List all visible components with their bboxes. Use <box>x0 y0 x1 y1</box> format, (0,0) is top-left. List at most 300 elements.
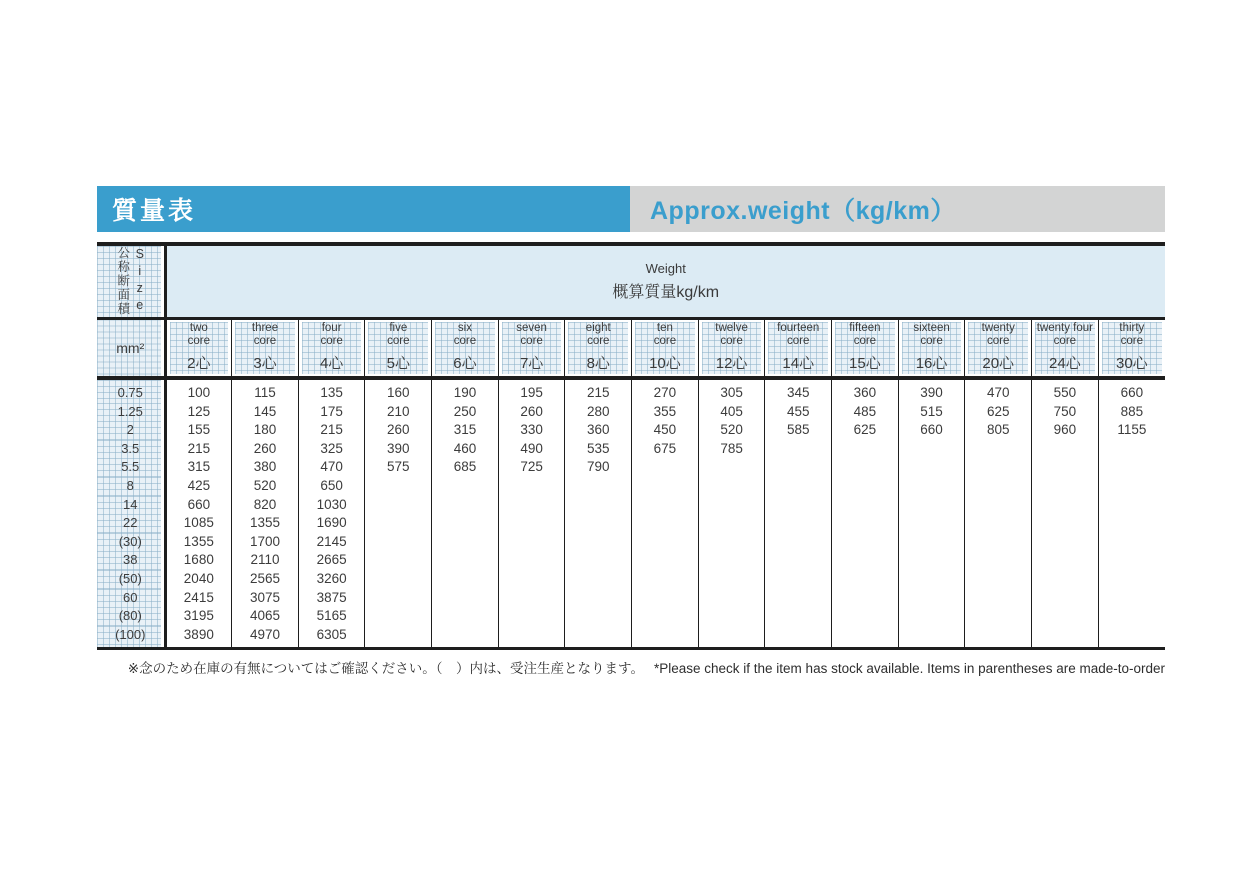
weight-value <box>965 551 1032 570</box>
column-header-10 <box>765 318 832 378</box>
weight-value: 520 <box>698 421 765 440</box>
weight-value <box>832 570 899 589</box>
title-en: Approx.weight（kg/km） <box>630 186 1165 232</box>
footnote-en: *Please check if the item has stock available. Items in parentheses are made-to-order <box>653 661 1165 676</box>
weight-value <box>765 607 832 626</box>
weight-value: 345 <box>765 378 832 403</box>
weight-value <box>832 514 899 533</box>
column-header-14 <box>1032 318 1099 378</box>
weight-value <box>432 626 499 649</box>
weight-value: 250 <box>432 403 499 422</box>
weight-value: 360 <box>832 378 899 403</box>
column-header-box <box>170 322 229 375</box>
column-header-en: sixteen core <box>913 322 950 348</box>
row-label: 3.5 <box>97 440 165 459</box>
weight-value <box>632 551 699 570</box>
weight-value: 215 <box>165 440 232 459</box>
column-header-3 <box>298 318 365 378</box>
weight-value: 215 <box>565 378 632 403</box>
weight-value <box>765 551 832 570</box>
table-row <box>97 440 1165 459</box>
weight-value: 625 <box>965 403 1032 422</box>
weight-value <box>965 570 1032 589</box>
weight-value <box>965 514 1032 533</box>
weight-value <box>898 570 965 589</box>
weight-value <box>1032 626 1099 649</box>
weight-title-jp: 概算質量kg/km <box>612 283 720 301</box>
weight-value <box>965 496 1032 515</box>
weight-value <box>698 458 765 477</box>
weight-value <box>565 514 632 533</box>
weight-value <box>632 458 699 477</box>
column-header-1 <box>165 318 232 378</box>
table-row <box>97 378 1165 403</box>
weight-table-wrap <box>97 242 1165 650</box>
weight-value: 6305 <box>298 626 365 649</box>
row-label: 2 <box>97 421 165 440</box>
weight-value: 2110 <box>232 551 299 570</box>
column-header-en: three core <box>251 322 279 348</box>
weight-value: 550 <box>1032 378 1099 403</box>
weight-value <box>765 440 832 459</box>
weight-value <box>432 570 499 589</box>
weight-value: 575 <box>365 458 432 477</box>
weight-value <box>1032 551 1099 570</box>
weight-value: 1355 <box>232 514 299 533</box>
footnote <box>97 657 1165 677</box>
weight-value <box>898 626 965 649</box>
weight-value <box>365 589 432 608</box>
row-label: 0.75 <box>97 378 165 403</box>
weight-value <box>832 589 899 608</box>
weight-value <box>1032 589 1099 608</box>
row-label: 60 <box>97 589 165 608</box>
row-label: (30) <box>97 533 165 552</box>
weight-value: 490 <box>498 440 565 459</box>
weight-value <box>898 607 965 626</box>
weight-value <box>365 533 432 552</box>
weight-value <box>898 533 965 552</box>
weight-value <box>498 607 565 626</box>
weight-value <box>1098 533 1165 552</box>
column-header-en: twenty four core <box>1036 322 1093 348</box>
weight-value: 790 <box>565 458 632 477</box>
weight-value <box>832 458 899 477</box>
weight-value <box>632 533 699 552</box>
weight-value <box>965 607 1032 626</box>
column-header-en: six core <box>453 322 477 348</box>
weight-value <box>698 626 765 649</box>
weight-value: 390 <box>365 440 432 459</box>
weight-value <box>765 496 832 515</box>
weight-value: 785 <box>698 440 765 459</box>
weight-value: 725 <box>498 458 565 477</box>
table-row <box>97 403 1165 422</box>
column-header-box <box>768 322 828 375</box>
weight-value <box>565 551 632 570</box>
weight-value <box>565 626 632 649</box>
column-header-jp: 5心 <box>386 355 410 373</box>
column-header-13 <box>965 318 1032 378</box>
weight-value <box>765 570 832 589</box>
weight-value: 3260 <box>298 570 365 589</box>
weight-value <box>898 589 965 608</box>
column-header-12 <box>898 318 965 378</box>
column-header-en: seven core <box>516 322 547 348</box>
weight-value: 160 <box>365 378 432 403</box>
weight-value <box>965 533 1032 552</box>
column-header-box <box>835 322 895 375</box>
weight-value: 675 <box>632 440 699 459</box>
weight-value: 4970 <box>232 626 299 649</box>
column-header-box <box>702 322 762 375</box>
weight-value <box>832 626 899 649</box>
weight-value: 215 <box>298 421 365 440</box>
column-header-box <box>368 322 428 375</box>
weight-value: 5165 <box>298 607 365 626</box>
column-header-en: twelve core <box>715 322 748 348</box>
weight-value <box>1098 607 1165 626</box>
column-header-box <box>635 322 695 375</box>
column-header-box <box>1035 322 1095 375</box>
weight-value <box>498 551 565 570</box>
column-header-box <box>902 322 962 375</box>
weight-value <box>832 477 899 496</box>
weight-value: 660 <box>1098 378 1165 403</box>
size-header-box <box>97 246 164 317</box>
row-label: (80) <box>97 607 165 626</box>
weight-value: 1030 <box>298 496 365 515</box>
size-header-cell <box>97 244 165 318</box>
weight-value <box>1098 440 1165 459</box>
weight-value: 1085 <box>165 514 232 533</box>
weight-value: 3075 <box>232 589 299 608</box>
weight-value: 2145 <box>298 533 365 552</box>
weight-value: 405 <box>698 403 765 422</box>
weight-value <box>832 607 899 626</box>
weight-value: 270 <box>632 378 699 403</box>
table-row <box>97 607 1165 626</box>
weight-value <box>765 626 832 649</box>
weight-value <box>565 589 632 608</box>
weight-value <box>565 477 632 496</box>
weight-value <box>365 496 432 515</box>
weight-value <box>898 440 965 459</box>
weight-value <box>565 570 632 589</box>
size-header-jp: 公称断面積 <box>115 246 130 317</box>
column-header-en: four core <box>320 322 343 348</box>
table-row <box>97 533 1165 552</box>
weight-value <box>498 496 565 515</box>
weight-value: 450 <box>632 421 699 440</box>
weight-value: 100 <box>165 378 232 403</box>
column-header-jp: 10心 <box>649 355 681 373</box>
weight-value: 4065 <box>232 607 299 626</box>
weight-value <box>965 626 1032 649</box>
column-header-jp: 30心 <box>1116 355 1148 373</box>
footnote-jp: ※念のため在庫の有無についてはご確認ください。（ ）内は、受注生産となります。 <box>127 661 644 676</box>
weight-value <box>498 533 565 552</box>
weight-value <box>965 440 1032 459</box>
column-header-box <box>568 322 628 375</box>
weight-value: 190 <box>432 378 499 403</box>
weight-value <box>365 570 432 589</box>
weight-value: 960 <box>1032 421 1099 440</box>
weight-value: 750 <box>1032 403 1099 422</box>
weight-value: 3890 <box>165 626 232 649</box>
row-label: 22 <box>97 514 165 533</box>
size-unit-cell: mm² <box>97 318 165 378</box>
weight-value: 425 <box>165 477 232 496</box>
column-header-box <box>235 322 295 375</box>
column-header-en: ten core <box>653 322 677 348</box>
row-label: (50) <box>97 570 165 589</box>
weight-value: 2565 <box>232 570 299 589</box>
weight-value <box>432 551 499 570</box>
weight-value <box>965 458 1032 477</box>
column-header-box <box>968 322 1028 375</box>
weight-value: 1155 <box>1098 421 1165 440</box>
weight-value <box>698 589 765 608</box>
weight-value <box>498 626 565 649</box>
weight-value <box>1098 477 1165 496</box>
weight-value: 1680 <box>165 551 232 570</box>
row-label: 5.5 <box>97 458 165 477</box>
weight-value: 455 <box>765 403 832 422</box>
weight-value <box>765 589 832 608</box>
weight-value: 390 <box>898 378 965 403</box>
weight-value: 660 <box>898 421 965 440</box>
table-head <box>97 244 1165 378</box>
row-label: 14 <box>97 496 165 515</box>
column-header-5 <box>432 318 499 378</box>
weight-value: 805 <box>965 421 1032 440</box>
weight-value <box>765 533 832 552</box>
table-row <box>97 570 1165 589</box>
weight-value <box>765 477 832 496</box>
weight-value <box>565 607 632 626</box>
column-header-4 <box>365 318 432 378</box>
weight-value: 585 <box>765 421 832 440</box>
weight-value <box>698 496 765 515</box>
weight-value <box>1032 514 1099 533</box>
table-row <box>97 477 1165 496</box>
weight-value: 660 <box>165 496 232 515</box>
weight-value: 2040 <box>165 570 232 589</box>
column-header-2 <box>232 318 299 378</box>
weight-value: 195 <box>498 378 565 403</box>
weight-value <box>432 607 499 626</box>
weight-value <box>365 626 432 649</box>
column-header-en: five core <box>387 322 410 348</box>
weight-value <box>898 514 965 533</box>
weight-value <box>832 440 899 459</box>
weight-value: 260 <box>365 421 432 440</box>
row-label: 1.25 <box>97 403 165 422</box>
column-header-box <box>435 322 495 375</box>
weight-value: 625 <box>832 421 899 440</box>
weight-value: 520 <box>232 477 299 496</box>
weight-value: 3195 <box>165 607 232 626</box>
weight-value: 885 <box>1098 403 1165 422</box>
column-header-box <box>502 322 562 375</box>
column-header-11 <box>832 318 899 378</box>
weight-value <box>898 477 965 496</box>
weight-value <box>765 458 832 477</box>
weight-value: 460 <box>432 440 499 459</box>
row-label: 38 <box>97 551 165 570</box>
weight-value: 380 <box>232 458 299 477</box>
weight-value: 470 <box>298 458 365 477</box>
weight-value <box>1098 551 1165 570</box>
weight-value: 485 <box>832 403 899 422</box>
weight-value <box>432 514 499 533</box>
weight-value <box>498 589 565 608</box>
weight-value: 180 <box>232 421 299 440</box>
weight-value <box>1098 589 1165 608</box>
table-row <box>97 551 1165 570</box>
weight-value <box>632 514 699 533</box>
column-header-jp: 12心 <box>715 355 748 373</box>
column-header-jp: 8心 <box>586 355 610 373</box>
weight-value: 305 <box>698 378 765 403</box>
weight-value <box>632 626 699 649</box>
weight-value <box>432 477 499 496</box>
column-header-jp: 14心 <box>782 355 815 373</box>
weight-header-row <box>97 244 1165 318</box>
column-header-jp: 3心 <box>253 355 277 373</box>
weight-table <box>97 242 1165 650</box>
weight-value <box>432 496 499 515</box>
weight-value <box>498 570 565 589</box>
column-header-jp: 15心 <box>849 355 881 373</box>
weight-value: 315 <box>432 421 499 440</box>
column-header-en: two core <box>187 322 211 348</box>
weight-value <box>632 589 699 608</box>
weight-value: 360 <box>565 421 632 440</box>
column-header-en: fourteen core <box>777 322 820 348</box>
weight-value <box>365 551 432 570</box>
weight-value: 260 <box>232 440 299 459</box>
weight-value: 145 <box>232 403 299 422</box>
column-header-en: fifteen core <box>849 322 881 348</box>
column-header-en: thirty core <box>1119 322 1145 348</box>
weight-value <box>1032 440 1099 459</box>
weight-value: 125 <box>165 403 232 422</box>
weight-value <box>1098 570 1165 589</box>
weight-value: 325 <box>298 440 365 459</box>
weight-value: 1355 <box>165 533 232 552</box>
weight-value <box>698 607 765 626</box>
title-jp: 質量表 <box>97 186 630 232</box>
weight-value <box>1032 496 1099 515</box>
weight-value: 155 <box>165 421 232 440</box>
weight-value <box>698 533 765 552</box>
weight-value <box>1098 626 1165 649</box>
weight-value <box>1032 458 1099 477</box>
weight-value <box>432 533 499 552</box>
weight-value: 210 <box>365 403 432 422</box>
weight-value: 260 <box>498 403 565 422</box>
weight-value <box>432 589 499 608</box>
table-row <box>97 421 1165 440</box>
row-label: (100) <box>97 626 165 649</box>
weight-title-cell <box>165 244 1165 318</box>
weight-value <box>698 570 765 589</box>
weight-value <box>1098 496 1165 515</box>
weight-value <box>632 607 699 626</box>
weight-value <box>1098 458 1165 477</box>
weight-value <box>898 496 965 515</box>
weight-value <box>698 551 765 570</box>
weight-value: 515 <box>898 403 965 422</box>
weight-value <box>1032 607 1099 626</box>
column-header-15 <box>1098 318 1165 378</box>
weight-value <box>565 496 632 515</box>
table-row <box>97 496 1165 515</box>
column-header-jp: 6心 <box>453 355 477 373</box>
column-header-jp: 4心 <box>319 355 344 373</box>
weight-value <box>965 589 1032 608</box>
weight-value: 535 <box>565 440 632 459</box>
weight-value <box>632 496 699 515</box>
weight-value: 330 <box>498 421 565 440</box>
column-header-jp: 24心 <box>1049 355 1081 373</box>
weight-value <box>365 477 432 496</box>
weight-title-en: Weight <box>645 260 686 276</box>
column-header-box <box>302 322 362 375</box>
weight-value <box>1032 477 1099 496</box>
weight-value <box>1032 570 1099 589</box>
weight-value <box>698 477 765 496</box>
page-title-bar <box>97 186 1165 232</box>
column-header-en: eight core <box>585 322 611 348</box>
weight-value: 315 <box>165 458 232 477</box>
column-header-jp: 2心 <box>187 355 211 373</box>
column-header-box <box>1102 322 1162 375</box>
weight-value <box>1032 533 1099 552</box>
column-header-9 <box>698 318 765 378</box>
table-body <box>97 378 1165 649</box>
weight-value: 175 <box>298 403 365 422</box>
weight-value <box>1098 514 1165 533</box>
weight-value: 280 <box>565 403 632 422</box>
weight-value: 2665 <box>298 551 365 570</box>
row-label: 8 <box>97 477 165 496</box>
weight-value <box>898 551 965 570</box>
column-header-jp: 7心 <box>519 355 544 373</box>
weight-value <box>365 514 432 533</box>
weight-value <box>365 607 432 626</box>
weight-value <box>698 514 765 533</box>
table-row <box>97 458 1165 477</box>
weight-value <box>632 477 699 496</box>
table-row <box>97 626 1165 649</box>
weight-value <box>498 477 565 496</box>
weight-value <box>832 496 899 515</box>
column-header-6 <box>498 318 565 378</box>
weight-value: 470 <box>965 378 1032 403</box>
weight-value: 1700 <box>232 533 299 552</box>
weight-value <box>832 551 899 570</box>
weight-value: 3875 <box>298 589 365 608</box>
weight-value: 820 <box>232 496 299 515</box>
weight-value: 355 <box>632 403 699 422</box>
weight-value: 1690 <box>298 514 365 533</box>
size-header-en: Size <box>132 247 147 316</box>
weight-value <box>965 477 1032 496</box>
column-header-jp: 20心 <box>982 355 1015 373</box>
